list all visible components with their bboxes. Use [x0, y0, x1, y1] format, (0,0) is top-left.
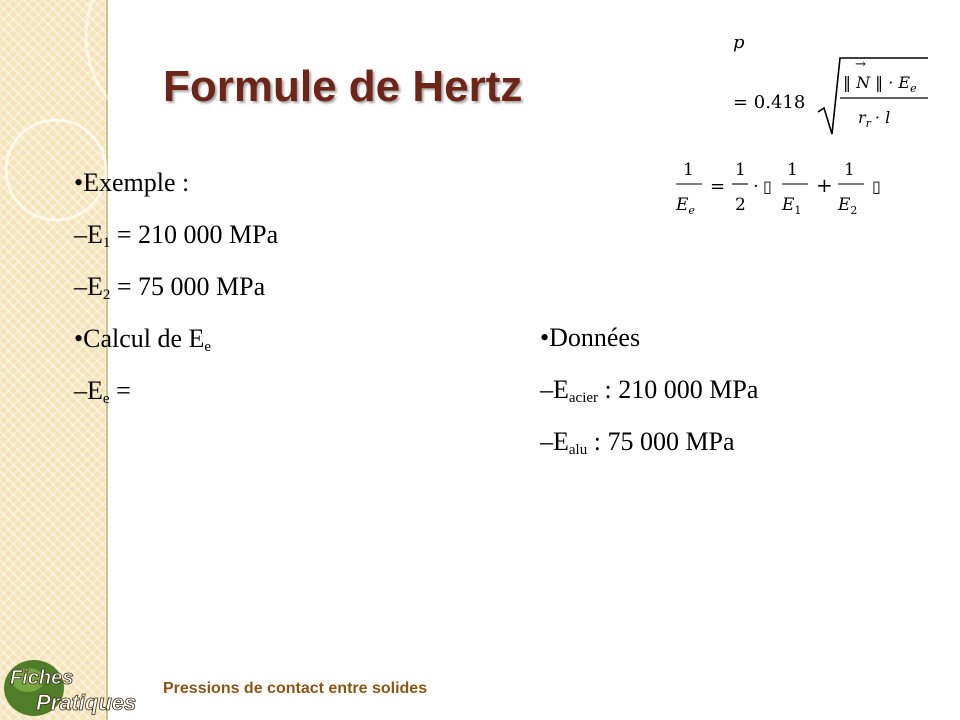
donnees-acier: $-E_{acier}$ : 210 000 MPa [540, 375, 759, 406]
footer-caption: Pressions de contact entre solides [163, 680, 428, 697]
term2-numerator: 1 [844, 160, 855, 180]
hertz-pressure-formula [730, 28, 940, 148]
vector-arrow-symbol: → [855, 57, 866, 72]
logo-text-pratiques: Pratiques [36, 690, 137, 715]
example-e1: $-E_1 = 210$ 000 MPa [74, 220, 279, 251]
data-list [540, 325, 758, 481]
equals-sign: = [710, 176, 726, 197]
donnees-heading: •Données [540, 323, 641, 352]
logo-text-fiches: Fiches [10, 667, 74, 689]
donnees-alu: $-E_{alu}$ : 75 000 MPa [540, 427, 735, 458]
example-e2: $-E_2 = 75$ 000 MPa [74, 272, 266, 303]
plus-sign: + [816, 173, 833, 197]
formula-coefficient: = 0.418 [733, 92, 806, 113]
dot-operator: · [753, 176, 759, 197]
example-list [74, 170, 278, 430]
equivalent-modulus-formula [670, 150, 910, 230]
lhs-numerator: 1 [683, 160, 694, 180]
lhs-denominator: $E_e$ [676, 195, 695, 217]
example-heading: •Exemple : [74, 168, 190, 197]
term1-denominator: $E_1$ [782, 195, 802, 217]
fiches-pratiques-logo [0, 640, 160, 720]
slide-title: Formule de Hertz [163, 62, 523, 111]
missing-glyph-box-left: ▯ [763, 177, 772, 196]
calc-heading: •Calcul de $E_e$ [74, 324, 212, 355]
half-numerator: 1 [735, 160, 746, 180]
example-ee: $-E_e$ = [74, 376, 131, 407]
missing-glyph-box-right: ▯ [872, 177, 881, 196]
square-root-sign [818, 58, 928, 134]
formula-p-symbol: p [733, 32, 745, 53]
term2-denominator: $E_2$ [838, 195, 858, 217]
half-denominator: 2 [735, 195, 746, 215]
term1-numerator: 1 [787, 160, 798, 180]
formula-numerator: ‖ N ‖ · $E_e$ [843, 73, 917, 95]
formula-denominator: $r_r \cdot l$ [858, 108, 891, 130]
